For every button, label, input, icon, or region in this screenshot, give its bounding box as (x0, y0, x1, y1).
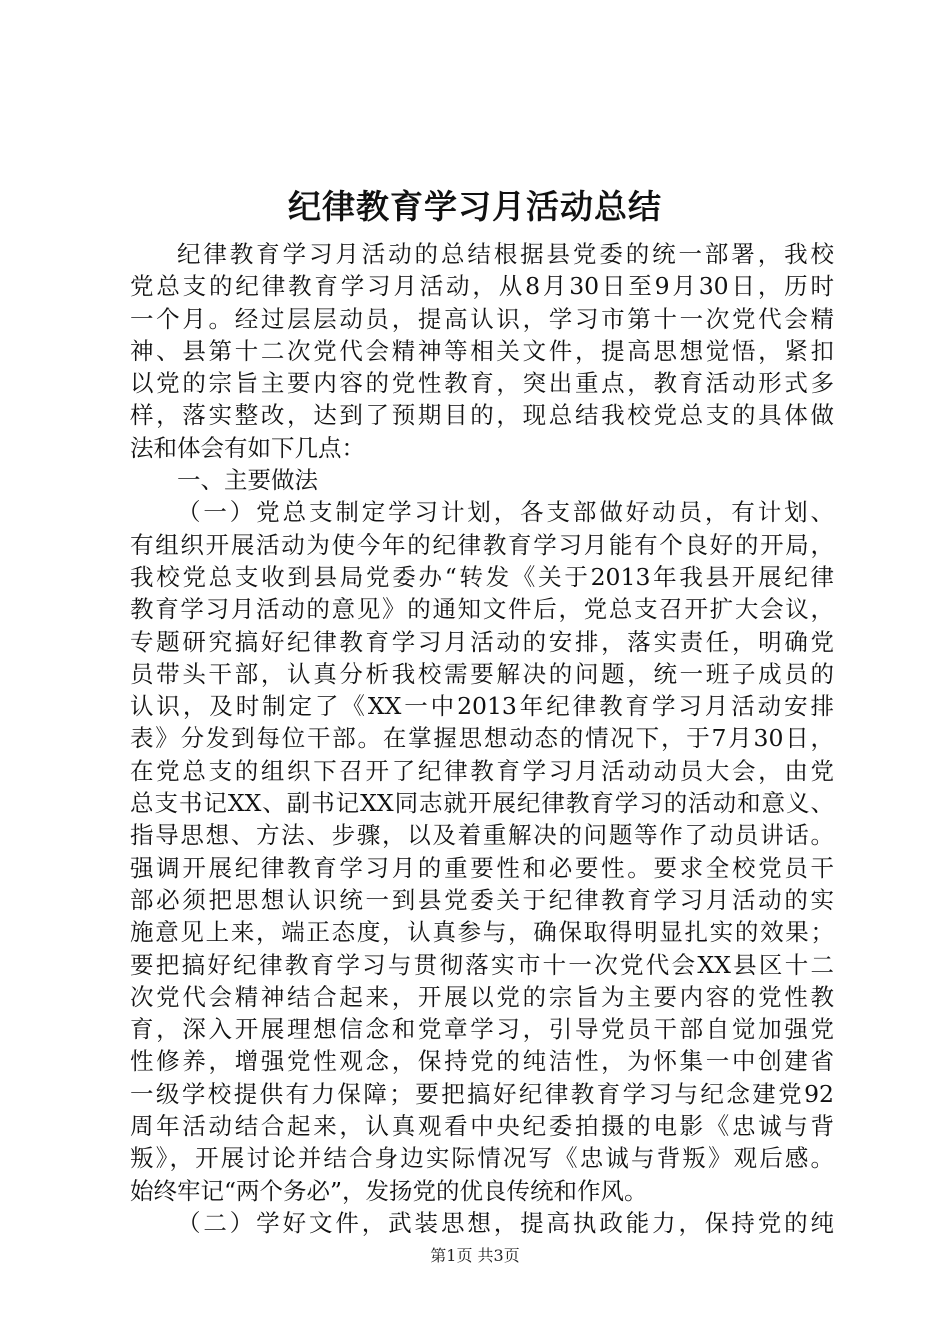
text-line: 教育学习月活动的意见》的通知文件后，党总支召开扩大会议， (130, 595, 834, 624)
text-line: 周年活动结合起来，认真观看中央纪委拍摄的电影《忠诚与背 (130, 1112, 834, 1141)
text-line: 样，落实整改，达到了预期目的，现总结我校党总支的具体做 (130, 401, 834, 430)
text-line: 认识，及时制定了《XX一中2013年纪律教育学习月活动安排 (130, 692, 834, 721)
text-line: 纪律教育学习月活动的总结根据县党委的统一部署，我校 (177, 240, 834, 268)
text-line: 专题研究搞好纪律教育学习月活动的安排，落实责任，明确党 (130, 627, 834, 656)
text-line: 我校党总支收到县局党委办“转发《关于2013年我县开展纪律 (130, 562, 834, 591)
text-line: 神、县第十二次党代会精神等相关文件，提高思想觉悟，紧扣 (130, 336, 834, 365)
text-line: （二）学好文件，武装思想，提高执政能力，保持党的纯 (177, 1208, 834, 1237)
text-line: 以党的宗旨主要内容的党性教育，突出重点，教育活动形式多 (130, 369, 834, 398)
text-line: 总支书记XX、副书记XX同志就开展纪律教育学习的活动和意义、 (130, 789, 834, 818)
text-line: 表》分发到每位干部。在掌握思想动态的情况下，于7月30日， (130, 724, 834, 753)
text-line: 强调开展纪律教育学习月的重要性和必要性。要求全校党员干 (130, 853, 834, 882)
text-line: 员带头干部，认真分析我校需要解决的问题，统一班子成员的 (130, 659, 834, 688)
document-title: 纪律教育学习月活动总结 (288, 187, 662, 226)
text-line: 要把搞好纪律教育学习与贯彻落实市十一次党代会XX县区十二 (130, 950, 834, 979)
text-line: 有组织开展活动为使今年的纪律教育学习月能有个良好的开局， (130, 530, 834, 559)
section-heading: 一、主要做法 (177, 466, 318, 495)
text-line: 部必须把思想认识统一到县党委关于纪律教育学习月活动的实 (130, 885, 834, 914)
text-line: 叛》，开展讨论并结合身边实际情况写《忠诚与背叛》观后感。 (130, 1144, 834, 1173)
text-line: 在党总支的组织下召开了纪律教育学习月活动动员大会，由党 (130, 756, 834, 785)
text-line: 指导思想、方法、步骤，以及着重解决的问题等作了动员讲话。 (130, 821, 834, 850)
text-line: 一级学校提供有力保障；要把搞好纪律教育学习与纪念建党92 (130, 1079, 834, 1108)
page-footer: 第1页 共3页 (430, 1246, 520, 1265)
text-line: 党总支的纪律教育学习月活动，从8月30日至9月30日，历时 (130, 272, 834, 301)
text-line: 法和体会有如下几点： (130, 433, 365, 462)
text-line: 施意见上来，端正态度，认真参与，确保取得明显扎实的效果； (130, 918, 834, 947)
text-line: 一个月。经过层层动员，提高认识，学习市第十一次党代会精 (130, 304, 834, 333)
text-line: 始终牢记“两个务必”，发扬党的优良传统和作风。 (130, 1176, 648, 1205)
text-line: 次党代会精神结合起来，开展以党的宗旨为主要内容的党性教 (130, 982, 834, 1011)
text-line: （一）党总支制定学习计划，各支部做好动员，有计划、 (177, 498, 834, 527)
text-line: 性修养，增强党性观念，保持党的纯洁性，为怀集一中创建省 (130, 1047, 834, 1076)
text-line: 育，深入开展理想信念和党章学习，引导党员干部自觉加强党 (130, 1015, 834, 1044)
document-body (130, 238, 834, 1239)
